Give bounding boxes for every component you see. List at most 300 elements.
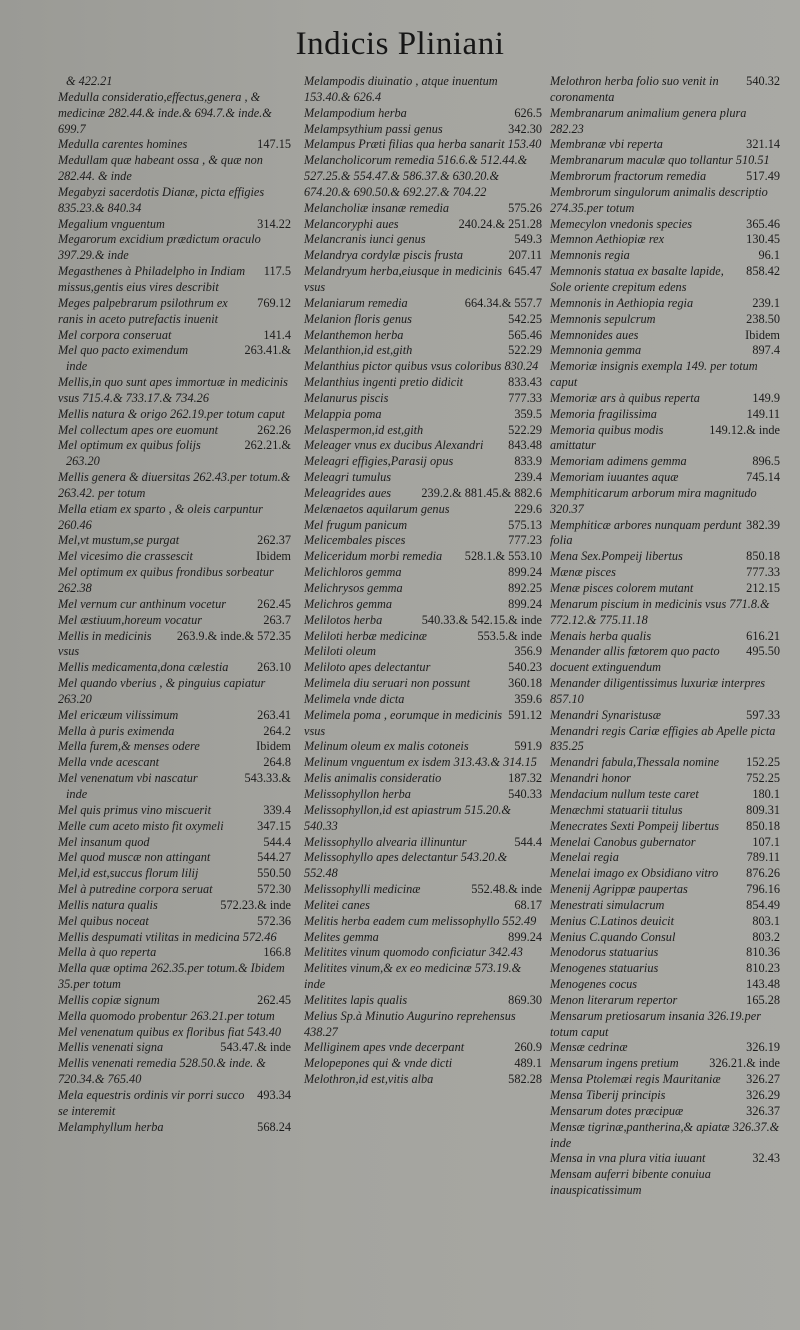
- entry-text: Melanthius pictor quibus vsus coloribus 830.24: [304, 359, 539, 374]
- page-reference: 321.14: [746, 137, 780, 152]
- page-reference: 899.24: [508, 929, 542, 944]
- index-entry: [550, 930, 780, 946]
- entry-text: Mel quando vberius , & pinguius capiatur 263.20: [58, 676, 266, 706]
- index-entry: [58, 930, 291, 946]
- entry-text: Mel,vt mustum,se purgat: [58, 533, 180, 548]
- page-reference: 166.8: [263, 945, 291, 960]
- entry-text: Mella quæ optima 262.35.per totum.& Ibidem 35.per totum: [58, 961, 285, 992]
- index-entry: [58, 739, 291, 755]
- index-entry: [550, 486, 780, 518]
- index-entry: [550, 597, 780, 629]
- index-entry: [58, 264, 291, 296]
- entry-text: Melliginem apes vnde decerpant: [304, 1040, 465, 1055]
- entry-text: Melitites vinum quomodo conficiatur 342.43: [304, 945, 523, 960]
- entry-text: Mel ericæum vilissimum: [58, 707, 179, 722]
- entry-text: Menandri regis Cariæ effigies ab Apelle picta 835.25: [550, 723, 776, 754]
- entry-text: Mensa Ptolemæi regis Mauritaniæ: [550, 1072, 721, 1087]
- page-title: Indicis Pliniani: [295, 26, 505, 62]
- entry-text: Mel quibus noceat: [58, 913, 149, 928]
- index-entry: [550, 470, 780, 486]
- entry-text: Megalium vnguentum: [58, 216, 165, 231]
- entry-text: Melanurus piscis: [304, 390, 389, 405]
- entry-text: Menais herba qualis: [550, 628, 652, 643]
- page-reference: 493.34: [257, 1088, 291, 1102]
- page-reference: 869.30: [508, 992, 542, 1007]
- page-reference: 149.11: [746, 406, 780, 421]
- index-entry: [58, 533, 291, 549]
- entry-text: Melissophylli medicinæ: [304, 882, 421, 897]
- index-entry: [304, 739, 542, 755]
- entry-text: Meleagri tumulus: [304, 470, 392, 485]
- page-reference: 565.46: [508, 327, 542, 342]
- page-reference: 843.48: [508, 438, 542, 453]
- index-entry: [304, 1009, 542, 1041]
- page-reference: 326.21.& inde: [709, 1056, 780, 1071]
- page-reference: 517.49: [746, 169, 780, 184]
- entry-text: Melis animalis consideratio: [304, 771, 442, 786]
- index-entry: [550, 1151, 780, 1167]
- page-reference: 347.15: [257, 818, 291, 833]
- index-entry: [550, 787, 780, 803]
- page-reference: 314.22: [257, 216, 291, 231]
- entry-text: Meleagri effigies,Parasij opus: [304, 454, 454, 469]
- page-reference: 752.25: [746, 771, 780, 786]
- page-reference: 495.50: [746, 644, 780, 659]
- entry-text: Melandrya cordylæ piscis frusta: [304, 248, 464, 263]
- page-reference: 568.24: [257, 1119, 291, 1134]
- entry-text: Melilotos herba: [304, 612, 383, 627]
- entry-text: Meliloto apes delectantur: [304, 660, 431, 675]
- entry-text: Melaniarum remedia: [304, 295, 408, 310]
- index-entry: [550, 676, 780, 708]
- entry-text: Mel optimum ex quibus frondibus sorbeatur 262.38: [58, 565, 274, 595]
- entry-text: Melimela diu seruari non possunt: [304, 676, 471, 691]
- page-reference: 239.2.& 881.45.& 882.6: [421, 485, 542, 500]
- entry-text: Melothron herba folio suo venit in coronamenta: [550, 74, 719, 104]
- entry-text: Melitis herba eadem cum melissophyllo 552.49: [304, 913, 537, 928]
- page-reference: 745.14: [746, 470, 780, 485]
- index-entry: [304, 771, 542, 787]
- page-reference: 264.8: [263, 755, 291, 770]
- index-entry: [58, 961, 291, 993]
- page-reference: 572.23.& inde: [220, 897, 291, 912]
- index-entry: [58, 850, 291, 866]
- index-entry: [58, 882, 291, 898]
- entry-text: Memoriæ ars à quibus reperta: [550, 390, 700, 405]
- page-reference: 326.37: [746, 1103, 780, 1118]
- page-reference: 342.30: [508, 121, 542, 136]
- page-reference: 544.27: [257, 850, 291, 865]
- entry-text: Mellis natura qualis: [58, 897, 158, 912]
- index-entry: [550, 423, 780, 455]
- index-entry: [304, 930, 542, 946]
- page-reference: 239.1: [752, 295, 780, 310]
- page-reference: 359.5: [514, 406, 542, 421]
- page-reference: 896.5: [752, 454, 780, 469]
- entry-text: inde: [66, 786, 88, 801]
- entry-text: Mellis medicamenta,dona cælestia: [58, 660, 229, 675]
- index-entry: [550, 1104, 780, 1120]
- page-reference: Ibidem: [256, 739, 291, 754]
- entry-text: Melitites vinum,& ex eo medicinæ 573.19.& inde: [304, 961, 522, 992]
- entry-text: Melicembales pisces: [304, 533, 406, 548]
- page-reference: 152.25: [746, 755, 780, 770]
- entry-text: Mel corpora conseruat: [58, 327, 172, 342]
- entry-text: Melappia poma: [304, 406, 382, 421]
- entry-text: Melancranis iunci genus: [304, 232, 426, 247]
- page-reference: 263.9.& inde.& 572.35: [176, 628, 291, 643]
- entry-text: Medulla carentes homines: [58, 137, 188, 152]
- entry-text: Menandri fabula,Thessala nomine: [550, 755, 720, 770]
- page-reference: 143.48: [746, 977, 780, 992]
- index-entry: [58, 454, 291, 470]
- page-reference: 552.48.& inde: [471, 882, 542, 897]
- entry-text: Mel quo pacto eximendum: [58, 343, 189, 358]
- page-reference: 810.23: [746, 961, 780, 976]
- index-entry: [550, 518, 780, 550]
- entry-text: Mella à puris eximenda: [58, 723, 175, 738]
- index-entry: [58, 343, 291, 359]
- index-entry: [304, 359, 542, 375]
- index-entry: [304, 850, 542, 882]
- index-entry: [550, 217, 780, 233]
- entry-text: Mensarum ingens pretium: [550, 1056, 679, 1071]
- entry-text: Memnonis in Aethiopia regia: [550, 295, 694, 310]
- entry-text: Menestrati simulacrum: [550, 897, 665, 912]
- entry-text: Melandryum herba,eiusque in medicinis vsus: [304, 264, 503, 294]
- entry-text: Menæchmi statuarii titulus: [550, 802, 683, 817]
- entry-text: Mensarum pretiosarum insania 326.19.per totum caput: [550, 1008, 761, 1039]
- index-column-right: [550, 74, 780, 1199]
- entry-text: Mel venenatum vbi nascatur: [58, 771, 198, 786]
- entry-text: Melampsythium passi genus: [304, 121, 443, 136]
- page-reference: 542.25: [508, 311, 542, 326]
- page-reference: 810.36: [746, 945, 780, 960]
- page-reference: 207.11: [508, 248, 542, 263]
- entry-text: Menæ pisces colorem mutant: [550, 581, 694, 595]
- entry-text: Mellis genera & diuersitas 262.43.per totum.& 263.42. per totum: [58, 470, 291, 500]
- index-entry: [304, 153, 542, 201]
- page-reference: 789.11: [746, 850, 780, 865]
- index-entry: [550, 359, 780, 391]
- entry-text: Menodorus statuarius: [550, 945, 659, 960]
- entry-text: Membrorum fractorum remedia: [550, 169, 707, 184]
- entry-text: Melinum oleum ex malis cotoneis: [304, 739, 469, 754]
- index-entry: [304, 232, 542, 248]
- entry-text: Melinum vnguentum ex isdem 313.43.& 314.15: [304, 755, 537, 770]
- index-entry: [58, 137, 291, 153]
- entry-text: Menarum piscium in medicinis vsus 771.8.& 772.12.& 775.11.18: [550, 596, 770, 627]
- entry-text: Memphiticarum arborum mira magnitudo 320.37: [550, 485, 757, 516]
- page-reference: 262.45: [257, 596, 291, 611]
- index-entry: [58, 771, 291, 787]
- index-entry: [304, 423, 542, 439]
- index-entry: [58, 835, 291, 851]
- index-entry: [304, 708, 542, 740]
- entry-text: Mella furem,& menses odere: [58, 739, 200, 754]
- page-reference: 897.4: [752, 343, 780, 358]
- entry-text: Mellis natura & origo 262.19.per totum caput: [58, 406, 285, 421]
- index-entry: [304, 755, 542, 771]
- page-reference: 141.4: [263, 327, 291, 342]
- page-reference: 833.43: [508, 375, 542, 390]
- entry-text: Mella etiam ex sparto , & oleis carpuntur 260.46: [58, 501, 263, 532]
- page-reference: 356.9: [514, 644, 542, 659]
- index-entry: [58, 629, 291, 661]
- page-reference: 365.46: [746, 216, 780, 231]
- page-reference: 833.9: [514, 454, 542, 469]
- index-entry: [304, 961, 542, 993]
- index-entry: [58, 708, 291, 724]
- entry-text: Memecylon vnedonis species: [550, 216, 693, 231]
- index-entry: [550, 248, 780, 264]
- index-entry: [550, 1040, 780, 1056]
- index-entry: [304, 470, 542, 486]
- page-reference: 550.50: [257, 866, 291, 881]
- index-entry: [550, 803, 780, 819]
- page-reference: 616.21: [746, 628, 780, 643]
- page-reference: 572.30: [257, 882, 291, 897]
- entry-text: Menon literarum repertor: [550, 992, 678, 1007]
- index-entry: [550, 993, 780, 1009]
- entry-text: Mel à putredine corpora seruat: [58, 882, 213, 897]
- index-entry: [550, 1120, 780, 1152]
- page-reference: 572.36: [257, 913, 291, 928]
- entry-text: Mela equestris ordinis vir porri succo se interemit: [58, 1088, 245, 1118]
- index-entry: [550, 74, 780, 106]
- page-reference: 359.6: [514, 691, 542, 706]
- index-entry: [304, 74, 542, 106]
- entry-text: Mella quomodo probentur 263.21.per totum: [58, 1008, 275, 1023]
- index-entry: [58, 232, 291, 264]
- index-entry: [58, 866, 291, 882]
- index-entry: [550, 343, 780, 359]
- index-entry: [550, 961, 780, 977]
- index-entry: [58, 1009, 291, 1025]
- index-entry: [550, 629, 780, 645]
- page-reference: 549.3: [514, 232, 542, 247]
- entry-text: Menogenes statuarius: [550, 961, 659, 976]
- index-entry: [550, 1088, 780, 1104]
- entry-text: Mellis copiæ signum: [58, 992, 160, 1007]
- entry-text: Melimela vnde dicta: [304, 691, 405, 706]
- page-reference: 260.9: [514, 1040, 542, 1055]
- page-reference: 540.33.& 542.15.& inde: [421, 612, 542, 627]
- index-entry: [304, 518, 542, 534]
- entry-text: Medullam quæ habeant ossa , & quæ non 282.44. & inde: [58, 153, 263, 184]
- index-entry: [304, 375, 542, 391]
- index-entry: [550, 866, 780, 882]
- page-reference: 263.41: [257, 707, 291, 722]
- index-entry: [550, 1072, 780, 1088]
- page-reference: 489.1: [514, 1056, 542, 1071]
- entry-text: Menogenes cocus: [550, 977, 638, 992]
- entry-text: Melitei canes: [304, 897, 370, 912]
- entry-text: Menius C.Latinos deuicit: [550, 913, 674, 928]
- index-entry: [58, 74, 291, 90]
- index-entry: [304, 660, 542, 676]
- page-reference: 117.5: [263, 264, 291, 279]
- entry-text: Meliloti herbæ medicinæ: [304, 628, 427, 643]
- index-entry: [58, 819, 291, 835]
- entry-text: Melaspermon,id est,gith: [304, 422, 424, 437]
- entry-text: Meleagrides aues: [304, 485, 392, 500]
- page-reference: 96.1: [758, 248, 780, 263]
- entry-text: Membranarum animalium genera plura 282.23: [550, 105, 747, 136]
- index-entry: [304, 644, 542, 660]
- index-entry: [550, 644, 780, 676]
- index-entry: [550, 106, 780, 138]
- index-entry: [304, 676, 542, 692]
- entry-text: Memoria fragilissima: [550, 406, 657, 421]
- page-reference: 796.16: [746, 882, 780, 897]
- index-entry: [58, 597, 291, 613]
- page-reference: 326.19: [746, 1040, 780, 1055]
- index-entry: [304, 328, 542, 344]
- page-reference: 540.32: [746, 74, 780, 88]
- index-entry: [550, 565, 780, 581]
- index-entry: [304, 502, 542, 518]
- entry-text: Mænæ pisces: [550, 565, 616, 580]
- index-entry: [550, 391, 780, 407]
- entry-text: Mensa in vna plura vitia iuuant: [550, 1151, 706, 1166]
- index-entry: [58, 153, 291, 185]
- index-entry: [304, 882, 542, 898]
- entry-text: Mena Sex.Pompeij libertus: [550, 549, 683, 564]
- entry-text: Memnonis sepulcrum: [550, 311, 656, 326]
- entry-text: Meliloti oleum: [304, 644, 377, 659]
- entry-text: Menius C.quando Consul: [550, 929, 676, 944]
- index-entry: [304, 438, 542, 454]
- entry-text: Memnon Aethiopiæ rex: [550, 232, 665, 247]
- entry-text: Mellis venenati signa: [58, 1040, 164, 1055]
- entry-text: Mel insanum quod: [58, 834, 150, 849]
- entry-text: Membranarum maculæ quo tollantur 510.51: [550, 153, 770, 168]
- entry-text: Melamphyllum herba: [58, 1119, 164, 1134]
- entry-text: Megasthenes à Philadelpho in Indiam missus,gentis eius vires describit: [58, 264, 246, 294]
- index-entry: [304, 1056, 542, 1072]
- index-entry: [304, 201, 542, 217]
- entry-text: Menenij Agrippæ paupertas: [550, 882, 688, 897]
- index-entry: [304, 533, 542, 549]
- entry-text: Mel vernum cur anthinum vocetur: [58, 596, 227, 611]
- index-entry: [550, 755, 780, 771]
- index-entry: [304, 486, 542, 502]
- entry-text: Mellis,in quo sunt apes immortuæ in medicinis vsus 715.4.& 733.17.& 734.26: [58, 375, 288, 405]
- entry-text: Memnonia gemma: [550, 343, 642, 358]
- index-entry: [304, 264, 542, 296]
- page-reference: 68.17: [514, 897, 542, 912]
- page-reference: 149.12.& inde: [709, 422, 780, 437]
- entry-text: Menandri honor: [550, 771, 631, 786]
- page-reference: 544.4: [514, 834, 542, 849]
- page-reference: 858.42: [746, 264, 780, 279]
- index-entry: [550, 581, 780, 597]
- index-entry: [550, 850, 780, 866]
- entry-text: Menelai imago ex Obsidiano vitro: [550, 866, 719, 881]
- index-entry: [304, 343, 542, 359]
- index-entry: [58, 470, 291, 502]
- entry-text: Melichrysos gemma: [304, 581, 403, 595]
- entry-text: Melanion floris genus: [304, 311, 412, 326]
- index-entry: [550, 898, 780, 914]
- entry-text: Melissophyllon,id est apiastrum 515.20.& 540.33: [304, 802, 511, 833]
- page-reference: 626.5: [514, 105, 542, 120]
- index-entry: [304, 914, 542, 930]
- page-reference: 264.2: [263, 723, 291, 738]
- entry-text: Mel æstiuum,horeum vocatur: [58, 612, 203, 627]
- index-entry: [550, 296, 780, 312]
- page-reference: 645.47: [508, 264, 542, 279]
- entry-text: 263.20: [66, 454, 100, 469]
- page-reference: 229.6: [514, 501, 542, 516]
- index-entry: [58, 914, 291, 930]
- index-entry: [550, 914, 780, 930]
- page-reference: 899.24: [508, 596, 542, 611]
- page-reference: 262.26: [257, 422, 291, 437]
- index-entry: [58, 438, 291, 454]
- index-entry: [304, 787, 542, 803]
- page-reference: 180.1: [752, 786, 780, 801]
- entry-text: Menelai Canobus gubernator: [550, 834, 696, 849]
- index-entry: [304, 629, 542, 645]
- index-entry: [304, 106, 542, 122]
- index-entry: [58, 185, 291, 217]
- index-entry: [58, 898, 291, 914]
- entry-text: Melancholiæ insanæ remedia: [304, 200, 450, 215]
- entry-text: Memoria quibus modis amittatur: [550, 422, 664, 453]
- index-entry: [550, 407, 780, 423]
- entry-text: Mel frugum panicum: [304, 517, 408, 532]
- entry-text: Mel collectum apes ore euomunt: [58, 422, 219, 437]
- entry-text: Mensam auferri bibente conuiua inauspicatissimum: [550, 1167, 711, 1198]
- index-entry: [550, 185, 780, 217]
- index-entry: [550, 1056, 780, 1072]
- entry-text: Menander allis fœtorem quo pacto docuent extinguendum: [550, 644, 720, 675]
- entry-text: Melissophyllo apes delectantur 543.20.& 552.48: [304, 850, 508, 881]
- index-entry: [58, 660, 291, 676]
- page-reference: 262.21.&: [244, 438, 291, 453]
- entry-text: Memnonis statua ex basalte lapide, Sole oriente crepitum edens: [550, 264, 724, 294]
- entry-text: Meliceridum morbi remedia: [304, 549, 443, 564]
- page-reference: 326.29: [746, 1088, 780, 1102]
- entry-text: Mensæ cedrinæ: [550, 1040, 628, 1055]
- index-entry: [304, 1072, 542, 1088]
- page-reference: 263.41.&: [244, 343, 291, 358]
- index-entry: [304, 613, 542, 629]
- index-entry: [550, 312, 780, 328]
- index-entry: [550, 945, 780, 961]
- index-entry: [58, 676, 291, 708]
- page-reference: 540.33: [508, 786, 542, 801]
- page-reference: Ibidem: [256, 549, 291, 564]
- index-entry: [58, 1056, 291, 1088]
- index-entry: [58, 1040, 291, 1056]
- entry-text: Mel,id est,succus florum lilij: [58, 866, 199, 881]
- page-reference: 107.1: [752, 834, 780, 849]
- index-entry: [304, 993, 542, 1009]
- page-reference: 892.25: [508, 581, 542, 595]
- index-entry: [550, 232, 780, 248]
- page-reference: 240.24.& 251.28: [458, 216, 542, 231]
- entry-text: Menelai regia: [550, 850, 619, 865]
- entry-text: Melissophyllo alvearia illinuntur: [304, 834, 467, 849]
- page-reference: 263.10: [257, 660, 291, 675]
- entry-text: Mel optimum ex quibus folijs: [58, 438, 201, 453]
- entry-text: Melancoryphi aues: [304, 216, 399, 231]
- index-entry: [304, 945, 542, 961]
- index-entry: [58, 1025, 291, 1041]
